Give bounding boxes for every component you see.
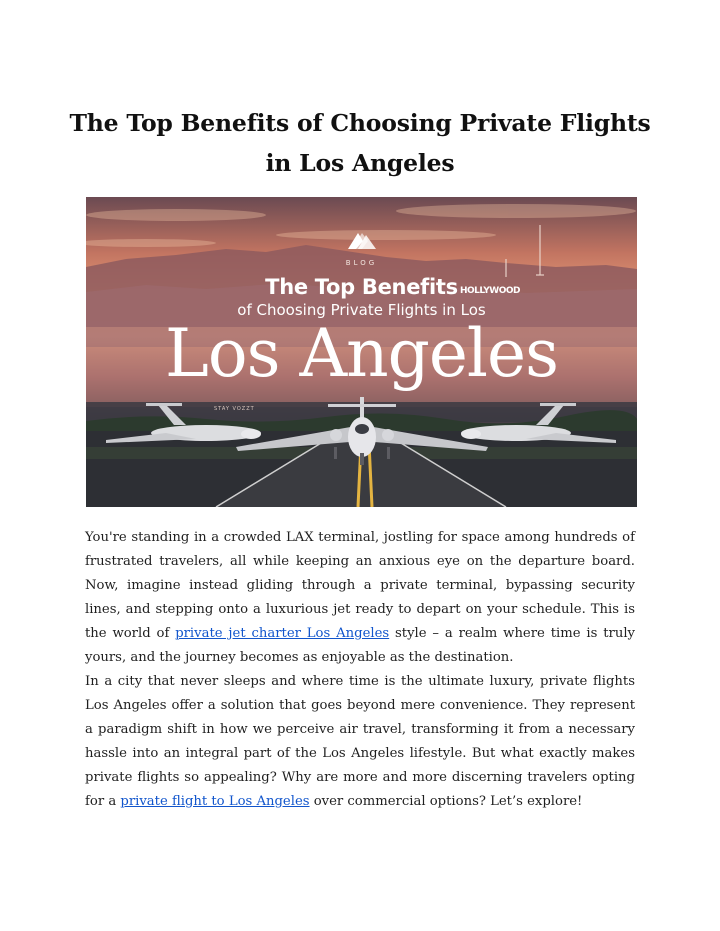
page-title (60, 103, 660, 183)
article-body (85, 526, 635, 814)
paragraph-text: In a city that never sleeps and where time is the ultimate luxury, private flights Los Angeles offer a solution that goes beyond mere convenience. They represent a paradigm shift in how we perceive air travel, transforming it from a necessary hassle into an integral part of the Los Angeles lifestyle. But what exactly makes private flights so appealing? Why are more and more discerning travelers opting for a (85, 674, 635, 809)
private-flight-link[interactable]: private flight to Los Angeles (120, 794, 310, 809)
hollywood-sign: HOLLYWOOD (460, 286, 520, 296)
title-line-2: in Los Angeles (265, 149, 455, 177)
hero-subheading: of Choosing Private Flights in Los (237, 301, 486, 319)
private-jet-charter-link[interactable]: private jet charter Los Angeles (175, 626, 390, 641)
hero-city-name: Los Angeles (165, 315, 558, 392)
paragraph-text: You're standing in a crowded LAX terminal, jostling for space among hundreds of frustrated travelers, all while keeping an anxious eye on the departure board. Now, imagine instead gliding through a private terminal, bypassing security lines, and stepping onto a luxurious jet ready to depart on your schedule. This is the world of (85, 530, 635, 641)
blog-label: BLOG (345, 259, 378, 267)
title-line-1: The Top Benefits of Choosing Private Flights (69, 109, 651, 137)
runway-text: STAY VOZZT (214, 406, 255, 412)
hero-heading: The Top Benefits (265, 275, 458, 299)
paragraph (85, 670, 635, 814)
paragraph-text: style – a realm where time is truly yours, and the journey becomes as enjoyable as the destination. (85, 626, 635, 665)
hero-image (86, 197, 637, 507)
paragraph-text: over commercial options? Let’s explore! (309, 794, 583, 809)
paragraph (85, 526, 635, 670)
